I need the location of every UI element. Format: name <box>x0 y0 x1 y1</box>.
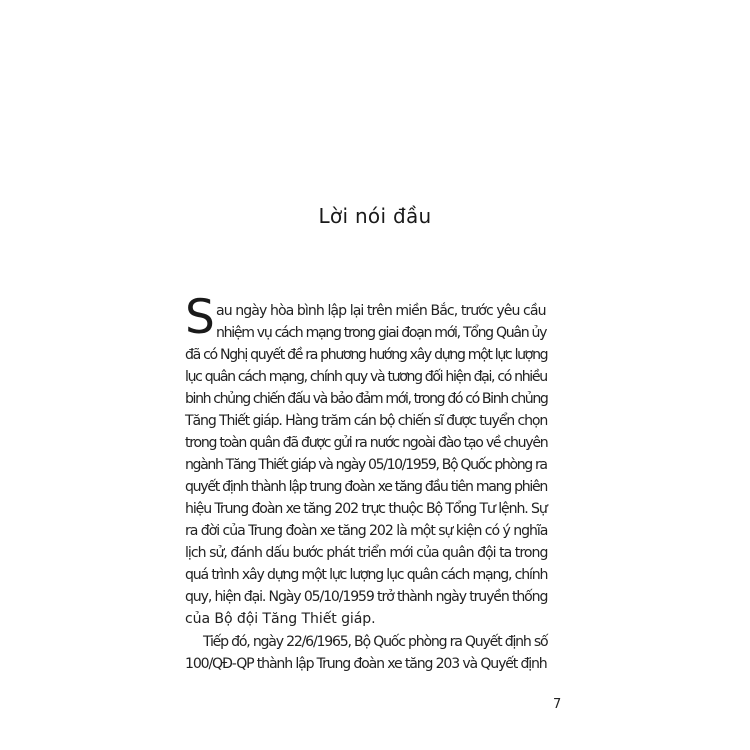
text-line: au ngày hòa bình lập lại trên miền Bắc, trước yêu cầu <box>216 303 546 319</box>
text-line: quy, hiện đại. Ngày 05/10/1959 trở thành ngày truyền thống <box>185 589 548 605</box>
text-line: của Bộ đội Tăng Thiết giáp. <box>185 611 376 627</box>
page-number: 7 <box>553 697 562 712</box>
text-line: ngành Tăng Thiết giáp và ngày 05/10/1959, Bộ Quốc phòng ra <box>185 457 547 473</box>
text-line: quyết định thành lập trung đoàn xe tăng đầu tiên mang phiên <box>185 479 548 495</box>
text-line: quá trình xây dựng một lực lượng lục quân cách mạng, chính <box>185 567 548 583</box>
text-line: nhiệm vụ cách mạng trong giai đoạn mới, Tổng Quân ủy <box>216 325 547 341</box>
drop-cap-letter: S <box>185 290 215 345</box>
text-line: 100/QĐ-QP thành lập Trung đoàn xe tăng 203 và Quyết định <box>185 656 547 672</box>
chapter-title: Lời nói đầu <box>318 204 432 228</box>
text-line: Tăng Thiết giáp. Hàng trăm cán bộ chiến sĩ được tuyển chọn <box>185 413 548 429</box>
text-line: trong toàn quân đã được gửi ra nước ngoài đào tạo về chuyên <box>185 435 548 451</box>
text-line: hiệu Trung đoàn xe tăng 202 trực thuộc Bộ Tổng Tư lệnh. Sự <box>185 501 547 517</box>
text-line: binh chủng chiến đấu và bảo đảm mới, trong đó có Binh chủng <box>185 391 548 407</box>
text-line: đã có Nghị quyết đề ra phương hướng xây dựng một lực lượng <box>185 347 548 363</box>
text-line: ra đời của Trung đoàn xe tăng 202 là một sự kiện có ý nghĩa <box>185 523 548 539</box>
text-line: lịch sử, đánh dấu bước phát triển mới của quân đội ta trong <box>185 545 548 561</box>
text-line: lục quân cách mạng, chính quy và tương đối hiện đại, có nhiều <box>185 369 547 385</box>
text-line: Tiếp đó, ngày 22/6/1965, Bộ Quốc phòng ra Quyết định số <box>203 634 548 650</box>
